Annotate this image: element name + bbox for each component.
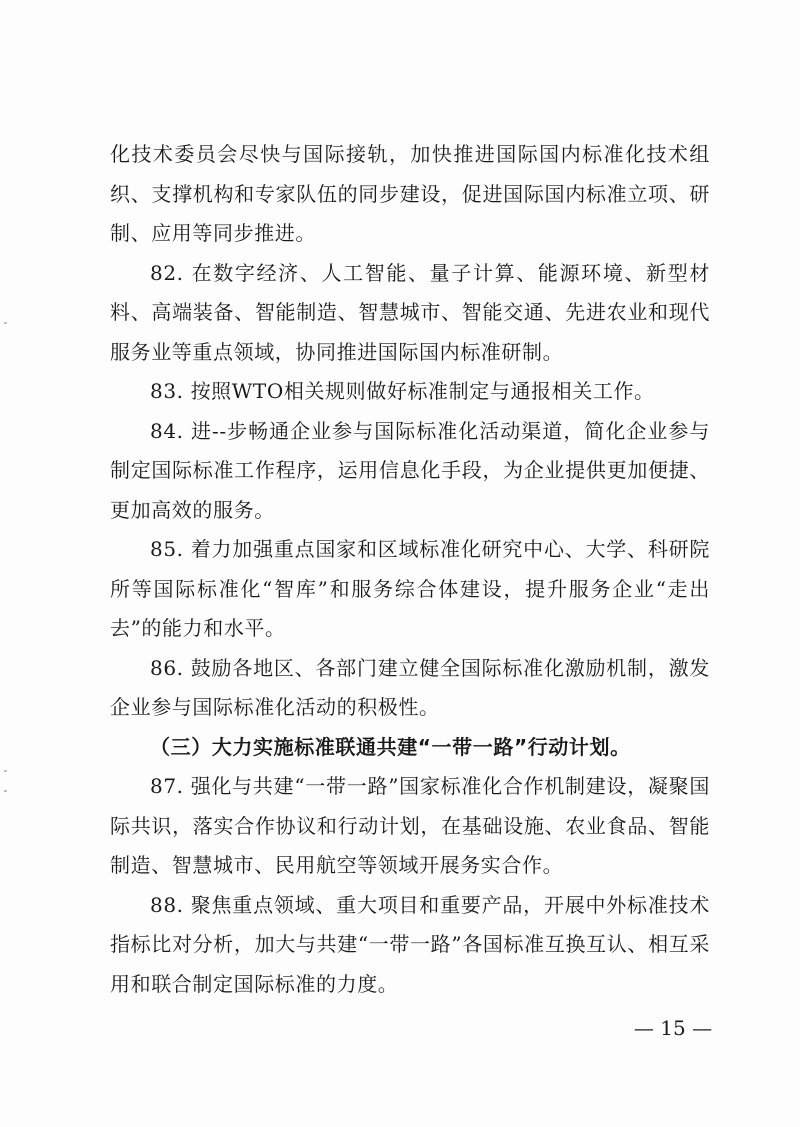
scan-speck xyxy=(4,790,7,792)
paragraph-83: 83. 按照WTO相关规则做好标准制定与通报相关工作。 xyxy=(150,379,655,403)
paragraph-82: 82. 在数字经济、人工智能、量子计算、能源环境、新型材料、高端装备、智能制造、智慧城市、智能交通、先进农业和现代服务业等重点领域，协同推进国际国内标准研制。 xyxy=(110,260,710,364)
section-heading: （三）大力实施标准联通共建“一带一路”行动计划。 xyxy=(150,734,631,759)
scan-speck xyxy=(4,770,7,772)
paragraph-86: 86. 鼓励各地区、各部门建立健全国际标准化激励机制，激发企业参与国际标准化活动的积极性。 xyxy=(110,655,710,719)
paragraph-85: 85. 着力加强重点国家和区域标准化研究中心、大学、科研院所等国际标准化“智库”和服务综合体建设，提升服务企业“走出去”的能力和水平。 xyxy=(110,537,710,640)
paragraph-88: 88. 聚焦重点领域、重大项目和重要产品，开展中外标准技术指标比对分析，加大与共建“一带一路”各国标准互换互认、相互采用和联合制定国际标准的力度。 xyxy=(110,892,710,996)
paragraph-continuation: 化技术委员会尽快与国际接轨，加快推进国际国内标准化技术组织、支撑机构和专家队伍的同步建设，促进国际国内标准立项、研制、应用等同步推进。 xyxy=(110,142,710,245)
paragraph-84: 84. 进--步畅通企业参与国际标准化活动渠道，简化企业参与制定国际标准工作程序，运用信息化手段，为企业提供更加便捷、更加高效的服务。 xyxy=(110,418,710,522)
paragraph-87: 87. 强化与共建“一带一路”国家标准化合作机制建设，凝聚国际共识，落实合作协议和行动计划，在基础设施、农业食品、智能制造、智慧城市、民用航空等领域开展务实合作。 xyxy=(110,774,710,877)
scan-speck xyxy=(4,322,7,324)
page-number: — 15 — xyxy=(633,1016,713,1040)
document-body xyxy=(110,135,710,1004)
